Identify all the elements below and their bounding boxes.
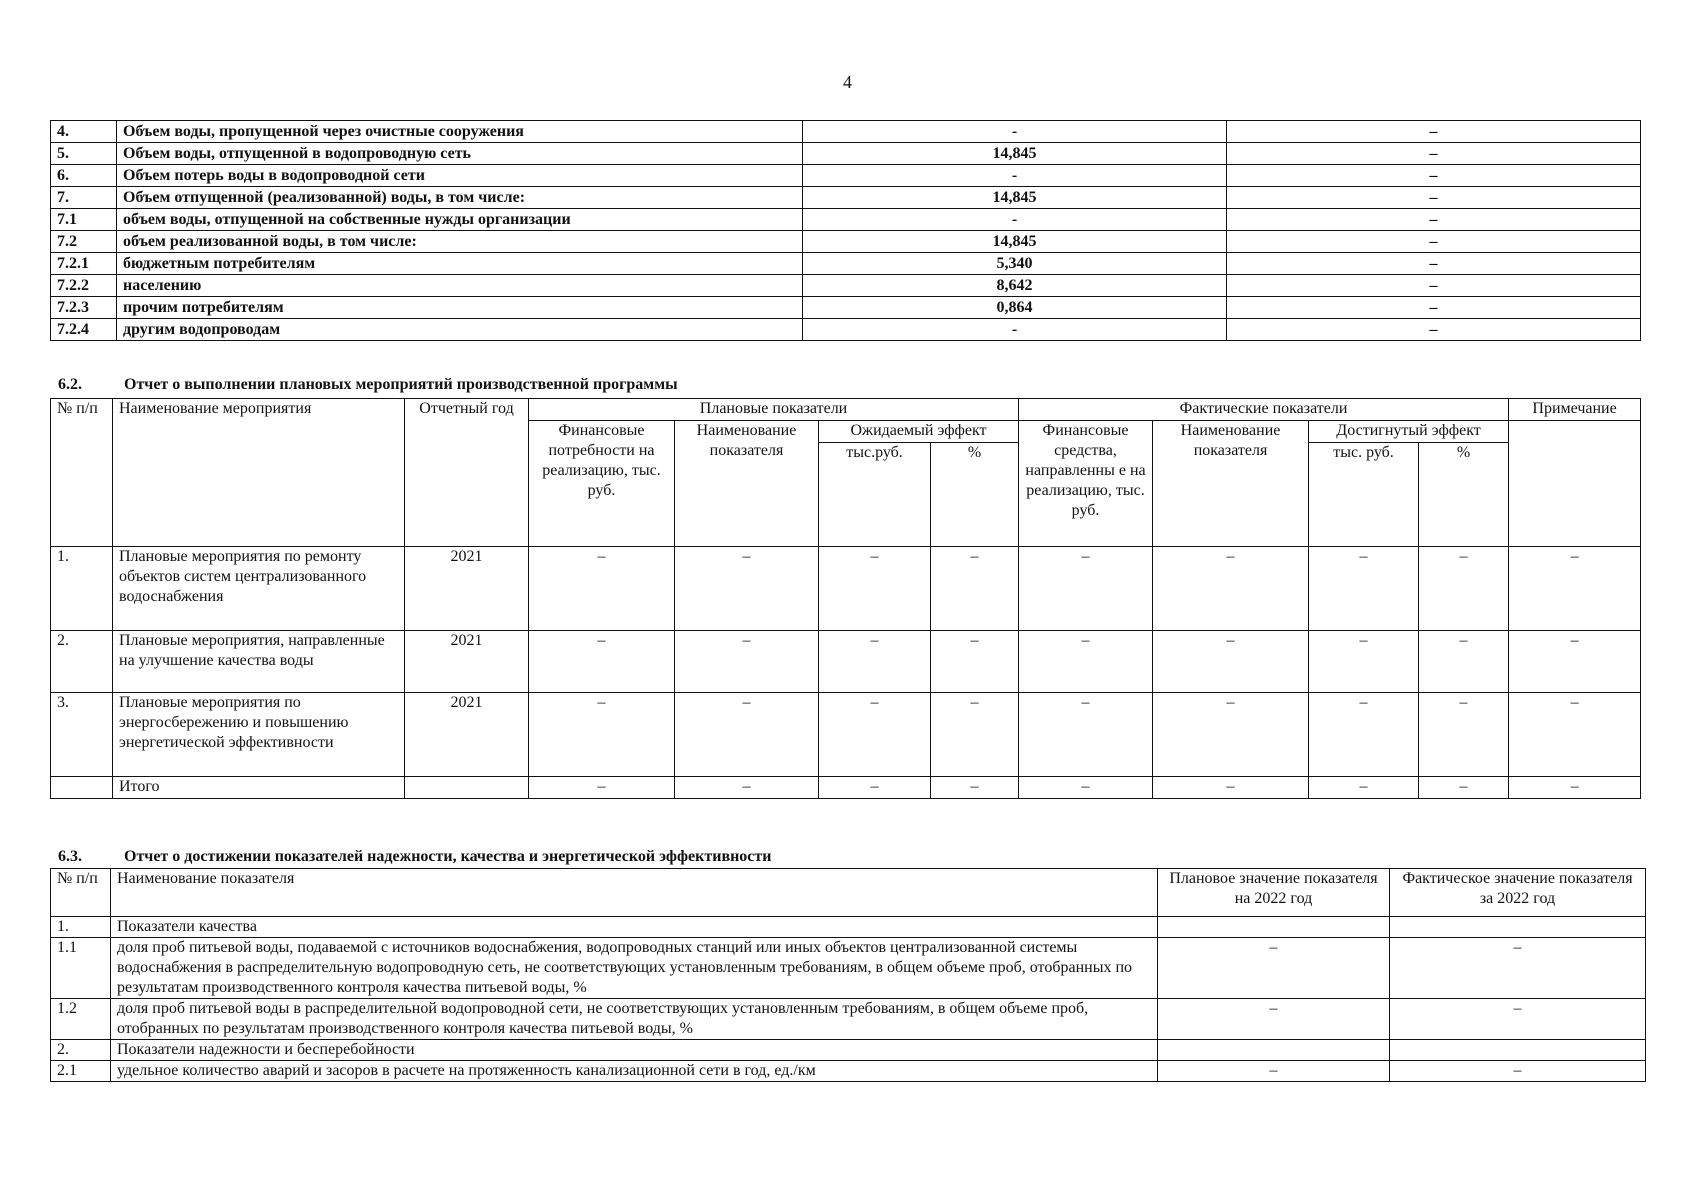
row-fact <box>1390 917 1646 938</box>
row-value: - <box>803 209 1227 231</box>
table-row <box>51 253 1641 275</box>
total-cell: – <box>819 777 931 799</box>
row-num: 7.2.2 <box>51 275 117 297</box>
header-fact-ind: Наименование показателя <box>1153 421 1309 547</box>
row-value-2: – <box>1227 121 1641 143</box>
indicators-table <box>50 868 1646 1082</box>
table-row <box>51 319 1641 341</box>
row-value-2: – <box>1227 275 1641 297</box>
total-cell: – <box>1019 777 1153 799</box>
table-row <box>51 143 1641 165</box>
table-row <box>51 275 1641 297</box>
row-cell: – <box>1509 693 1641 777</box>
row-value-2: – <box>1227 165 1641 187</box>
table-row <box>51 917 1646 938</box>
row-num: 6. <box>51 165 117 187</box>
header-plan: Плановое значение показателя на 2022 год <box>1158 869 1390 917</box>
table-row <box>51 693 1641 777</box>
row-value: - <box>803 319 1227 341</box>
row-cell: – <box>675 547 819 631</box>
row-name: Объем воды, отпущенной в водопроводную сеть <box>117 143 803 165</box>
row-num: 7.2.1 <box>51 253 117 275</box>
row-name: прочим потребителям <box>117 297 803 319</box>
header-year: Отчетный год <box>405 399 529 547</box>
row-num: 1.1 <box>51 938 111 999</box>
row-value-2: – <box>1227 319 1641 341</box>
row-num: 4. <box>51 121 117 143</box>
row-year: 2021 <box>405 631 529 693</box>
row-cell: – <box>529 693 675 777</box>
row-value: 14,845 <box>803 187 1227 209</box>
row-cell: – <box>1019 631 1153 693</box>
row-cell: – <box>1419 693 1509 777</box>
total-year <box>405 777 529 799</box>
row-num: 7.2.4 <box>51 319 117 341</box>
row-name: доля проб питьевой воды, подаваемой с источников водоснабжения, водопроводных станций или иных объектов централизованной системы водоснабжения в распределительную водопроводную сеть, не соответствующих установленным требованиям, в общем объеме проб, отобранных по результатам производственного контроля качества питьевой воды, % <box>111 938 1158 999</box>
row-cell: – <box>931 631 1019 693</box>
row-fact <box>1390 1040 1646 1061</box>
row-name: бюджетным потребителям <box>117 253 803 275</box>
table-row <box>51 165 1641 187</box>
total-cell: – <box>1153 777 1309 799</box>
row-value-2: – <box>1227 253 1641 275</box>
row-name: Объем отпущенной (реализованной) воды, в том числе: <box>117 187 803 209</box>
row-cell: – <box>1153 547 1309 631</box>
row-value-2: – <box>1227 231 1641 253</box>
row-cell: – <box>819 693 931 777</box>
table-row <box>51 209 1641 231</box>
row-num: 2.1 <box>51 1061 111 1082</box>
header-note-blank <box>1509 421 1641 547</box>
table-row <box>51 631 1641 693</box>
table-row <box>51 231 1641 253</box>
row-cell: – <box>675 693 819 777</box>
header-plan: Плановые показатели <box>529 399 1019 421</box>
row-num: 5. <box>51 143 117 165</box>
row-year: 2021 <box>405 547 529 631</box>
total-label: Итого <box>113 777 405 799</box>
row-value: 14,845 <box>803 143 1227 165</box>
row-value: - <box>803 121 1227 143</box>
header-name: Наименование мероприятия <box>113 399 405 547</box>
row-value: 0,864 <box>803 297 1227 319</box>
row-cell: – <box>1019 693 1153 777</box>
row-num: 3. <box>51 693 113 777</box>
row-plan: – <box>1158 999 1390 1040</box>
row-name: объем реализованной воды, в том числе: <box>117 231 803 253</box>
row-name: Показатели надежности и бесперебойности <box>111 1040 1158 1061</box>
total-cell: – <box>529 777 675 799</box>
row-cell: – <box>675 631 819 693</box>
row-num: 1.2 <box>51 999 111 1040</box>
row-cell: – <box>529 631 675 693</box>
table-row <box>51 297 1641 319</box>
row-value-2: – <box>1227 187 1641 209</box>
row-num: 1. <box>51 547 113 631</box>
row-cell: – <box>529 547 675 631</box>
table-row <box>51 938 1646 999</box>
table-row <box>51 547 1641 631</box>
header-fact-eff-rub: тыс. руб. <box>1309 443 1419 547</box>
row-cell: – <box>1019 547 1153 631</box>
row-name: Объем воды, пропущенной через очистные сооружения <box>117 121 803 143</box>
row-name: населению <box>117 275 803 297</box>
header-fact: Фактические показатели <box>1019 399 1509 421</box>
row-num: 2. <box>51 631 113 693</box>
row-plan <box>1158 1040 1390 1061</box>
header-plan-eff-rub: тыс.руб. <box>819 443 931 547</box>
table-row <box>51 121 1641 143</box>
total-row <box>51 777 1641 799</box>
header-plan-fin: Финансовые потребности на реализацию, тыс. руб. <box>529 421 675 547</box>
table-row <box>51 999 1646 1040</box>
total-cell: – <box>1509 777 1641 799</box>
header-fact-eff: Достигнутый эффект <box>1309 421 1509 443</box>
row-value: 5,340 <box>803 253 1227 275</box>
total-num <box>51 777 113 799</box>
row-cell: – <box>931 693 1019 777</box>
row-num: 7. <box>51 187 117 209</box>
row-cell: – <box>1509 547 1641 631</box>
row-name: Объем потерь воды в водопроводной сети <box>117 165 803 187</box>
row-cell: – <box>1419 631 1509 693</box>
row-value-2: – <box>1227 143 1641 165</box>
header-plan-eff: Ожидаемый эффект <box>819 421 1019 443</box>
row-num: 7.2 <box>51 231 117 253</box>
measures-table <box>50 398 1641 799</box>
row-plan: – <box>1158 938 1390 999</box>
row-num: 7.2.3 <box>51 297 117 319</box>
row-name: доля проб питьевой воды в распределительной водопроводной сети, не соответствующих установленным требованиям, в общем объеме проб, отобранных по результатам производственного контроля качества питьевой воды, % <box>111 999 1158 1040</box>
row-name: удельное количество аварий и засоров в расчете на протяженность канализационной сети в год, ед./км <box>111 1061 1158 1082</box>
row-cell: – <box>1153 631 1309 693</box>
row-cell: – <box>819 547 931 631</box>
total-cell: – <box>931 777 1019 799</box>
row-fact: – <box>1390 1061 1646 1082</box>
row-fact: – <box>1390 938 1646 999</box>
row-name: Плановые мероприятия по энергосбережению и повышению энергетической эффективности <box>113 693 405 777</box>
row-plan: – <box>1158 1061 1390 1082</box>
total-cell: – <box>1419 777 1509 799</box>
row-name: объем воды, отпущенной на собственные нужды организации <box>117 209 803 231</box>
header-plan-ind: Наименование показателя <box>675 421 819 547</box>
row-name: другим водопроводам <box>117 319 803 341</box>
row-name: Плановые мероприятия по ремонту объектов систем централизованного водоснабжения <box>113 547 405 631</box>
row-num: 1. <box>51 917 111 938</box>
row-cell: – <box>1153 693 1309 777</box>
total-cell: – <box>675 777 819 799</box>
row-cell: – <box>1419 547 1509 631</box>
row-value: - <box>803 165 1227 187</box>
row-name: Показатели качества <box>111 917 1158 938</box>
row-plan <box>1158 917 1390 938</box>
header-note: Примечание <box>1509 399 1641 421</box>
row-value-2: – <box>1227 209 1641 231</box>
row-value: 8,642 <box>803 275 1227 297</box>
header-fact-eff-pct: % <box>1419 443 1509 547</box>
row-fact: – <box>1390 999 1646 1040</box>
header-name: Наименование показателя <box>111 869 1158 917</box>
table-row <box>51 1061 1646 1082</box>
header-num: № п/п <box>51 869 111 917</box>
table-row <box>51 1040 1646 1061</box>
header-num: № п/п <box>51 399 113 547</box>
row-num: 7.1 <box>51 209 117 231</box>
row-cell: – <box>1309 547 1419 631</box>
row-num: 2. <box>51 1040 111 1061</box>
row-year: 2021 <box>405 693 529 777</box>
table-row <box>51 187 1641 209</box>
header-fact-fin: Финансовые средства, направленны е на реализацию, тыс. руб. <box>1019 421 1153 547</box>
row-cell: – <box>1509 631 1641 693</box>
section-title-6-2: 6.2. Отчет о выполнении плановых мероприятий производственной программы <box>58 376 678 393</box>
row-value: 14,845 <box>803 231 1227 253</box>
row-cell: – <box>931 547 1019 631</box>
row-cell: – <box>1309 693 1419 777</box>
row-name: Плановые мероприятия, направленные на улучшение качества воды <box>113 631 405 693</box>
section-title-6-3: 6.3. Отчет о достижении показателей надежности, качества и энергетической эффективности <box>58 848 772 865</box>
header-plan-eff-pct: % <box>931 443 1019 547</box>
total-cell: – <box>1309 777 1419 799</box>
row-value-2: – <box>1227 297 1641 319</box>
header-fact: Фактическое значение показателя за 2022 год <box>1390 869 1646 917</box>
row-cell: – <box>1309 631 1419 693</box>
page-number: 4 <box>843 72 852 92</box>
row-cell: – <box>819 631 931 693</box>
volume-table <box>50 120 1641 341</box>
